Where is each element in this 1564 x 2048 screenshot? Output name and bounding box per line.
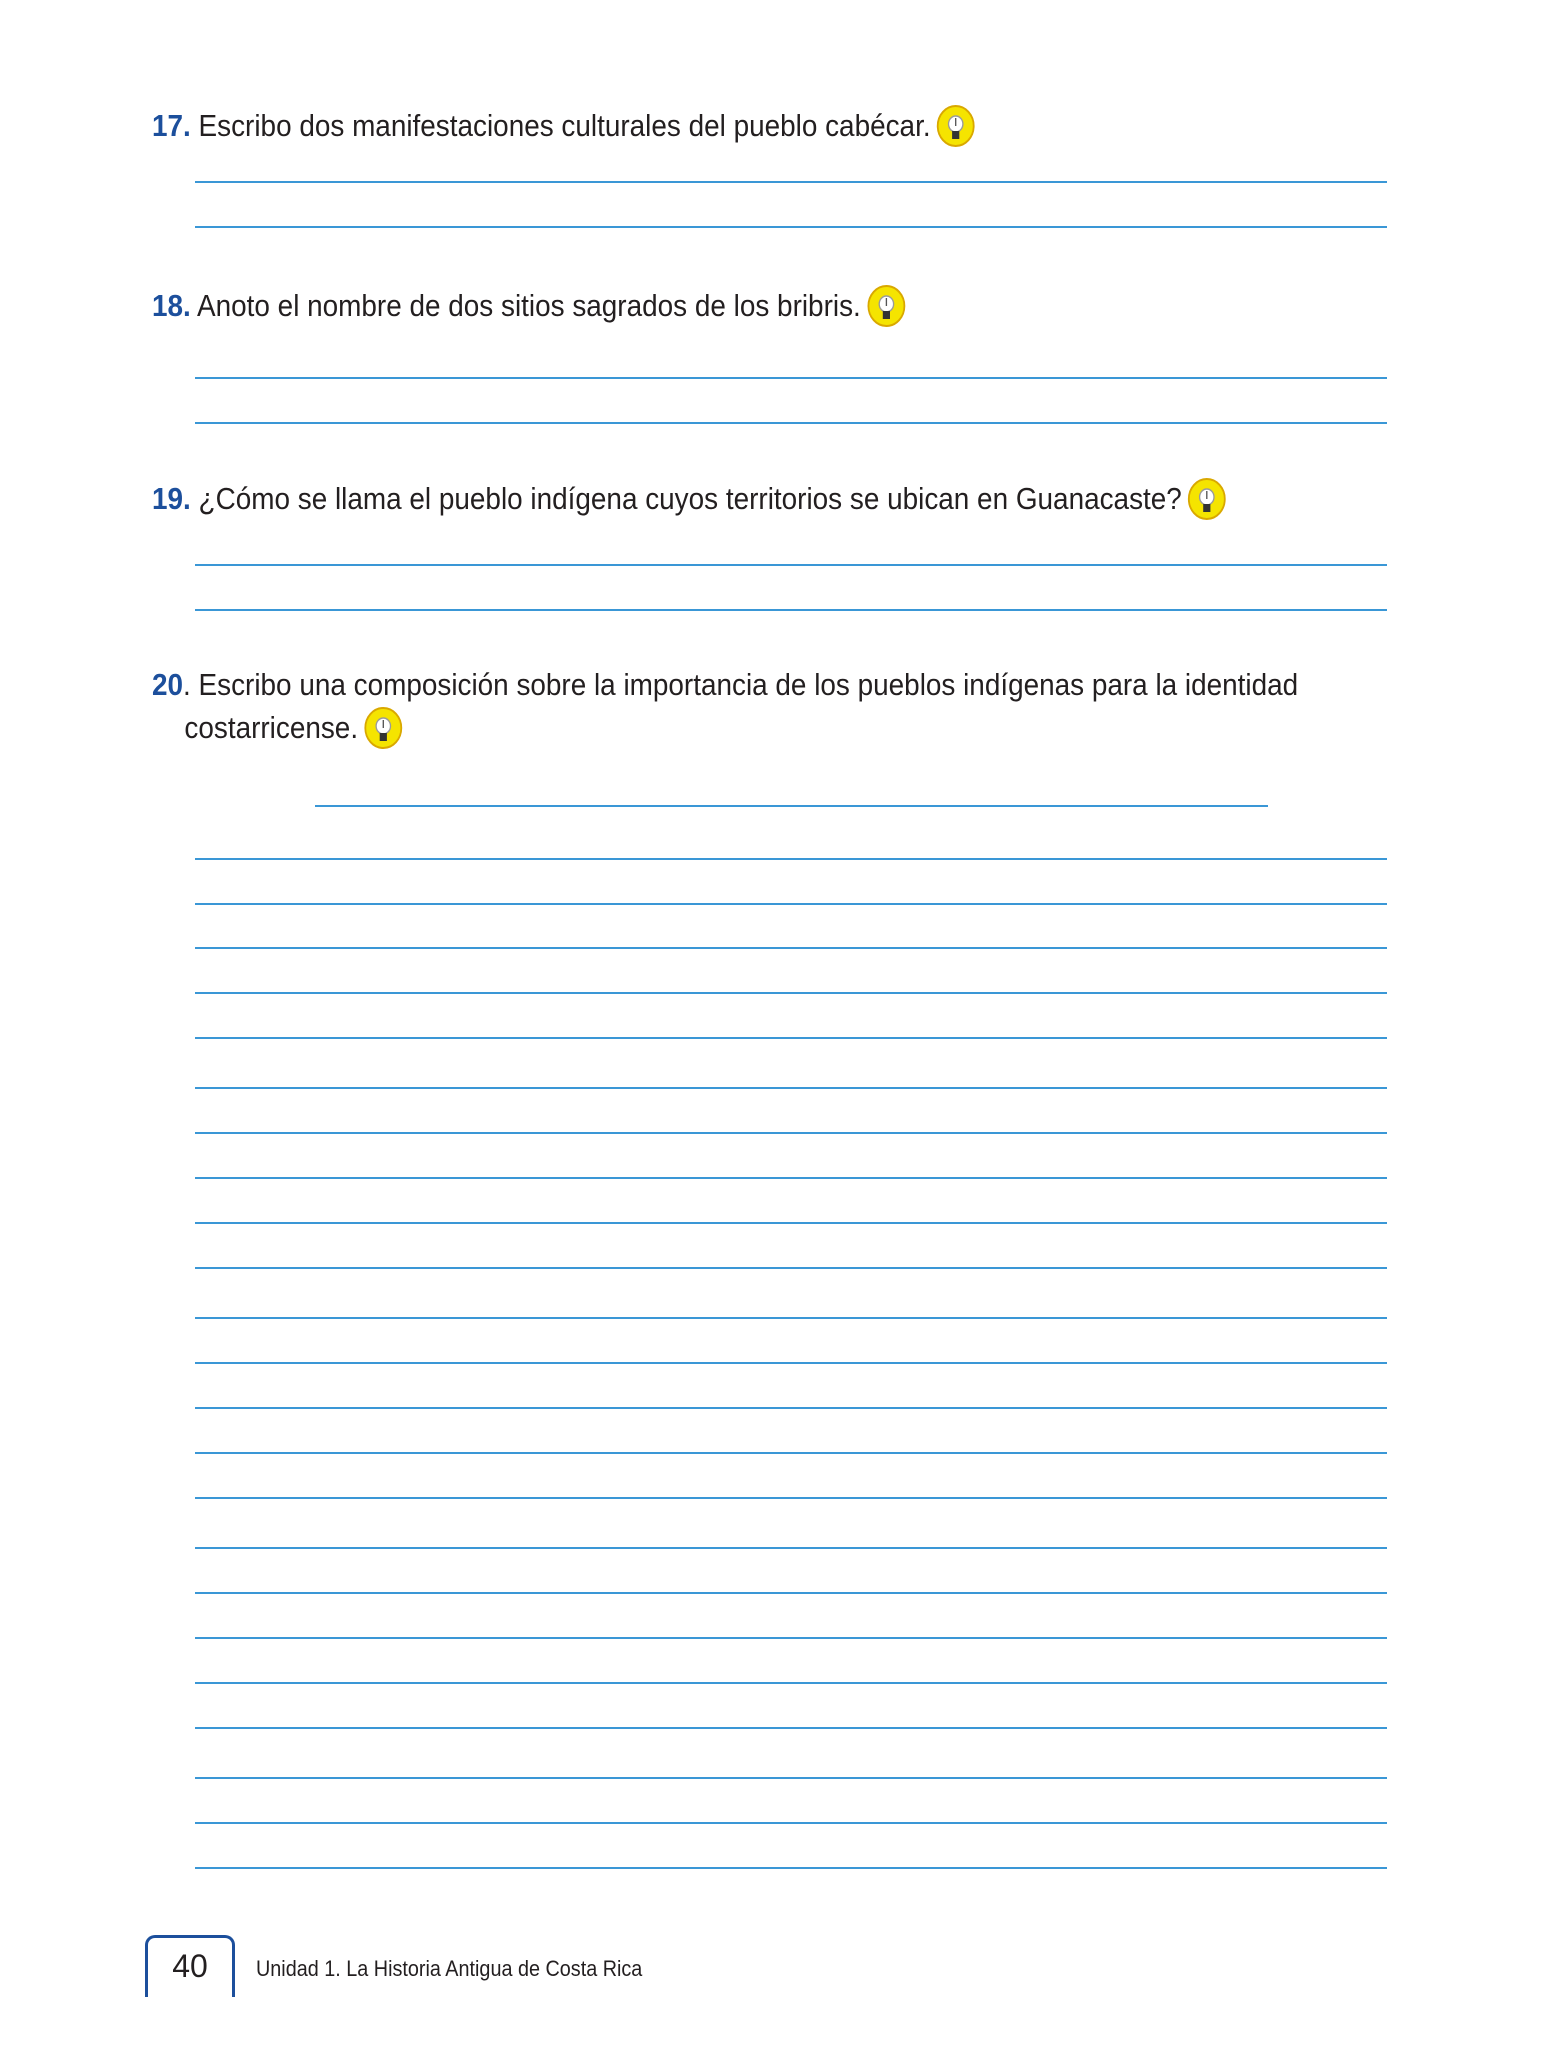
question-number: 19. [152, 481, 191, 516]
unit-title: Unidad 1. La Historia Antigua de Costa Rica [256, 1956, 643, 1981]
question-text-continued: costarricense. [184, 710, 359, 745]
composition-line[interactable] [195, 1682, 1387, 1684]
question-text: Escribo dos manifestaciones culturales del pueblo cabécar. [190, 108, 931, 143]
composition-line[interactable] [195, 1087, 1387, 1089]
composition-line[interactable] [195, 1592, 1387, 1594]
composition-line[interactable] [195, 1222, 1387, 1224]
composition-line[interactable] [195, 1407, 1387, 1409]
composition-line[interactable] [195, 903, 1387, 905]
composition-line[interactable] [195, 1777, 1387, 1779]
answer-line[interactable] [195, 564, 1387, 566]
answer-line[interactable] [195, 377, 1387, 379]
composition-line[interactable] [195, 1317, 1387, 1319]
question-17 [152, 104, 1264, 148]
question-text: Anoto el nombre de dos sitios sagrados de los bribris. [190, 288, 861, 323]
answer-line[interactable] [195, 181, 1387, 183]
composition-line[interactable] [195, 1267, 1387, 1269]
composition-line[interactable] [195, 1867, 1387, 1869]
answer-line[interactable] [195, 226, 1387, 228]
answer-line[interactable] [195, 422, 1387, 424]
question-text: ¿Cómo se llama el pueblo indígena cuyos territorios se ubican en Guanacaste? [190, 481, 1182, 516]
lightbulb-icon [1187, 477, 1227, 521]
question-18 [152, 284, 1264, 328]
question-number: 17. [152, 108, 191, 143]
lightbulb-icon [936, 104, 976, 148]
composition-line[interactable] [195, 1547, 1387, 1549]
page-number: 40 [172, 1948, 208, 1984]
composition-line[interactable] [195, 1497, 1387, 1499]
composition-line[interactable] [195, 1727, 1387, 1729]
question-number: 18. [152, 288, 191, 323]
lightbulb-icon [866, 284, 906, 328]
composition-line[interactable] [195, 1822, 1387, 1824]
question-19 [152, 477, 1264, 521]
composition-line[interactable] [195, 1637, 1387, 1639]
question-number: 20 [152, 667, 184, 702]
composition-title-line[interactable] [315, 805, 1268, 807]
lightbulb-icon [363, 706, 403, 750]
composition-line[interactable] [195, 1177, 1387, 1179]
question-text: . Escribo una composición sobre la importancia de los pueblos indígenas para la identidad [183, 667, 1299, 702]
page-number-box [145, 1935, 235, 1997]
question-20 [152, 664, 1387, 750]
composition-line[interactable] [195, 858, 1387, 860]
composition-line[interactable] [195, 992, 1387, 994]
composition-line[interactable] [195, 1362, 1387, 1364]
answer-line[interactable] [195, 609, 1387, 611]
composition-line[interactable] [195, 1452, 1387, 1454]
composition-line[interactable] [195, 1132, 1387, 1134]
composition-line[interactable] [195, 947, 1387, 949]
composition-line[interactable] [195, 1037, 1387, 1039]
